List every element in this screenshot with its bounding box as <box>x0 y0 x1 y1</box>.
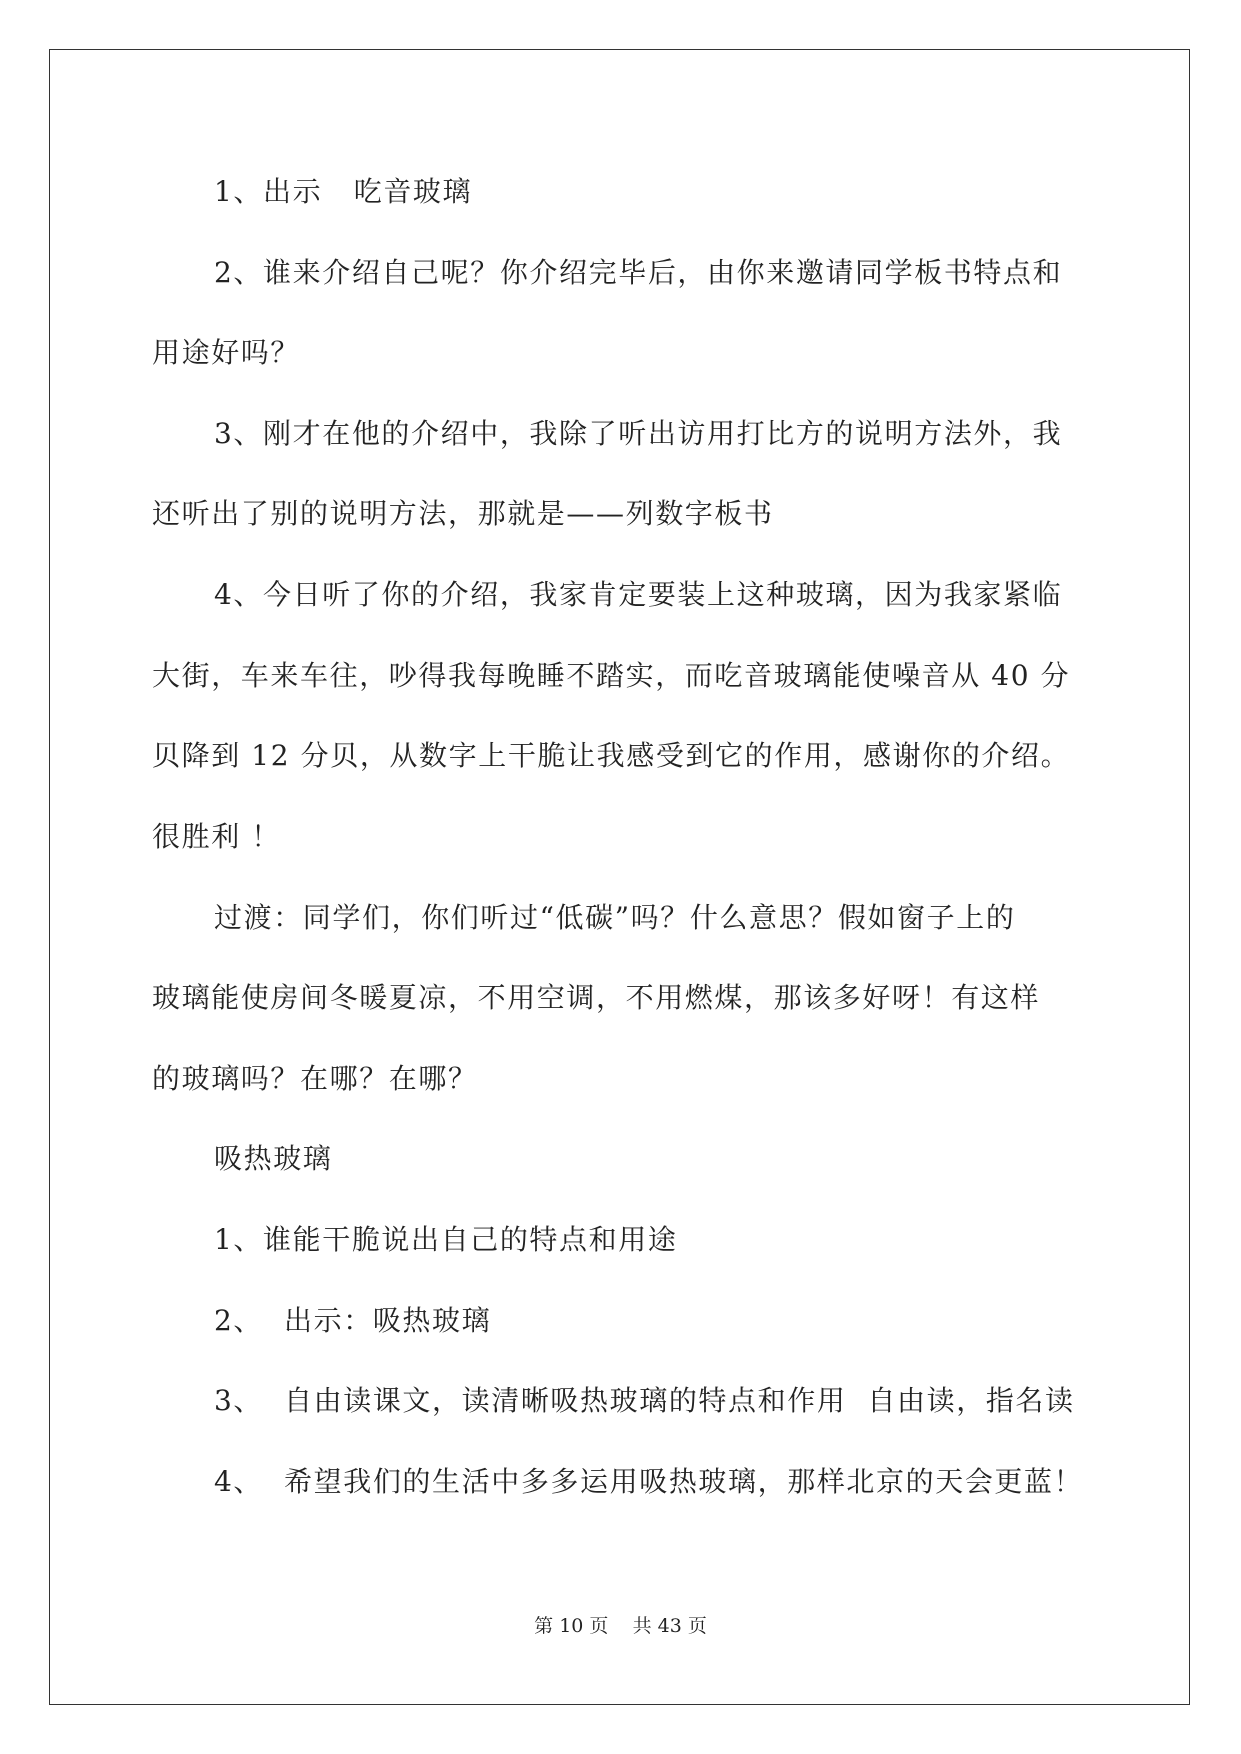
paragraph-line: 4、 希望我们的生活中多多运用吸热玻璃，那样北京的天会更蓝！ <box>214 1465 1084 1498</box>
paragraph-line: 的玻璃吗？在哪？在哪？ <box>152 1062 478 1095</box>
paragraph-line: 很胜利 ！ <box>152 820 281 853</box>
paragraph-line: 贝降到 12 分贝，从数字上干脆让我感受到它的作用，感谢你的介绍。 <box>152 739 1071 772</box>
paragraph-line: 玻璃能使房间冬暖夏凉，不用空调，不用燃煤，那该多好呀！有这样 <box>152 981 1041 1014</box>
paragraph-line: 4、今日听了你的介绍，我家肯定要装上这种玻璃，因为我家紧临 <box>214 578 1063 611</box>
paragraph-line: 2、 出示：吸热玻璃 <box>214 1304 492 1337</box>
paragraph-line: 1、出示 吃音玻璃 <box>214 175 473 208</box>
paragraph-line: 1、谁能干脆说出自己的特点和用途 <box>214 1223 678 1256</box>
paragraph-line: 2、谁来介绍自己呢？你介绍完毕后，由你来邀请同学板书特点和 <box>214 256 1063 289</box>
paragraph-line: 3、 自由读课文，读清晰吸热玻璃的特点和作用 自由读，指名读 <box>214 1384 1075 1417</box>
page-number-footer: 第 10 页 共 43 页 <box>534 1615 707 1637</box>
section-heading: 吸热玻璃 <box>214 1142 333 1175</box>
paragraph-line: 过渡：同学们，你们听过“低碳”吗？什么意思？假如窗子上的 <box>214 901 1016 934</box>
paragraph-line: 3、刚才在他的介绍中，我除了听出访用打比方的说明方法外，我 <box>214 417 1063 450</box>
page-border <box>49 49 1190 1705</box>
paragraph-line: 用途好吗？ <box>152 336 301 369</box>
paragraph-line: 大街，车来车往，吵得我每晚睡不踏实，而吃音玻璃能使噪音从 40 分 <box>152 659 1071 692</box>
paragraph-line: 还听出了别的说明方法，那就是——列数字板书 <box>152 497 774 530</box>
